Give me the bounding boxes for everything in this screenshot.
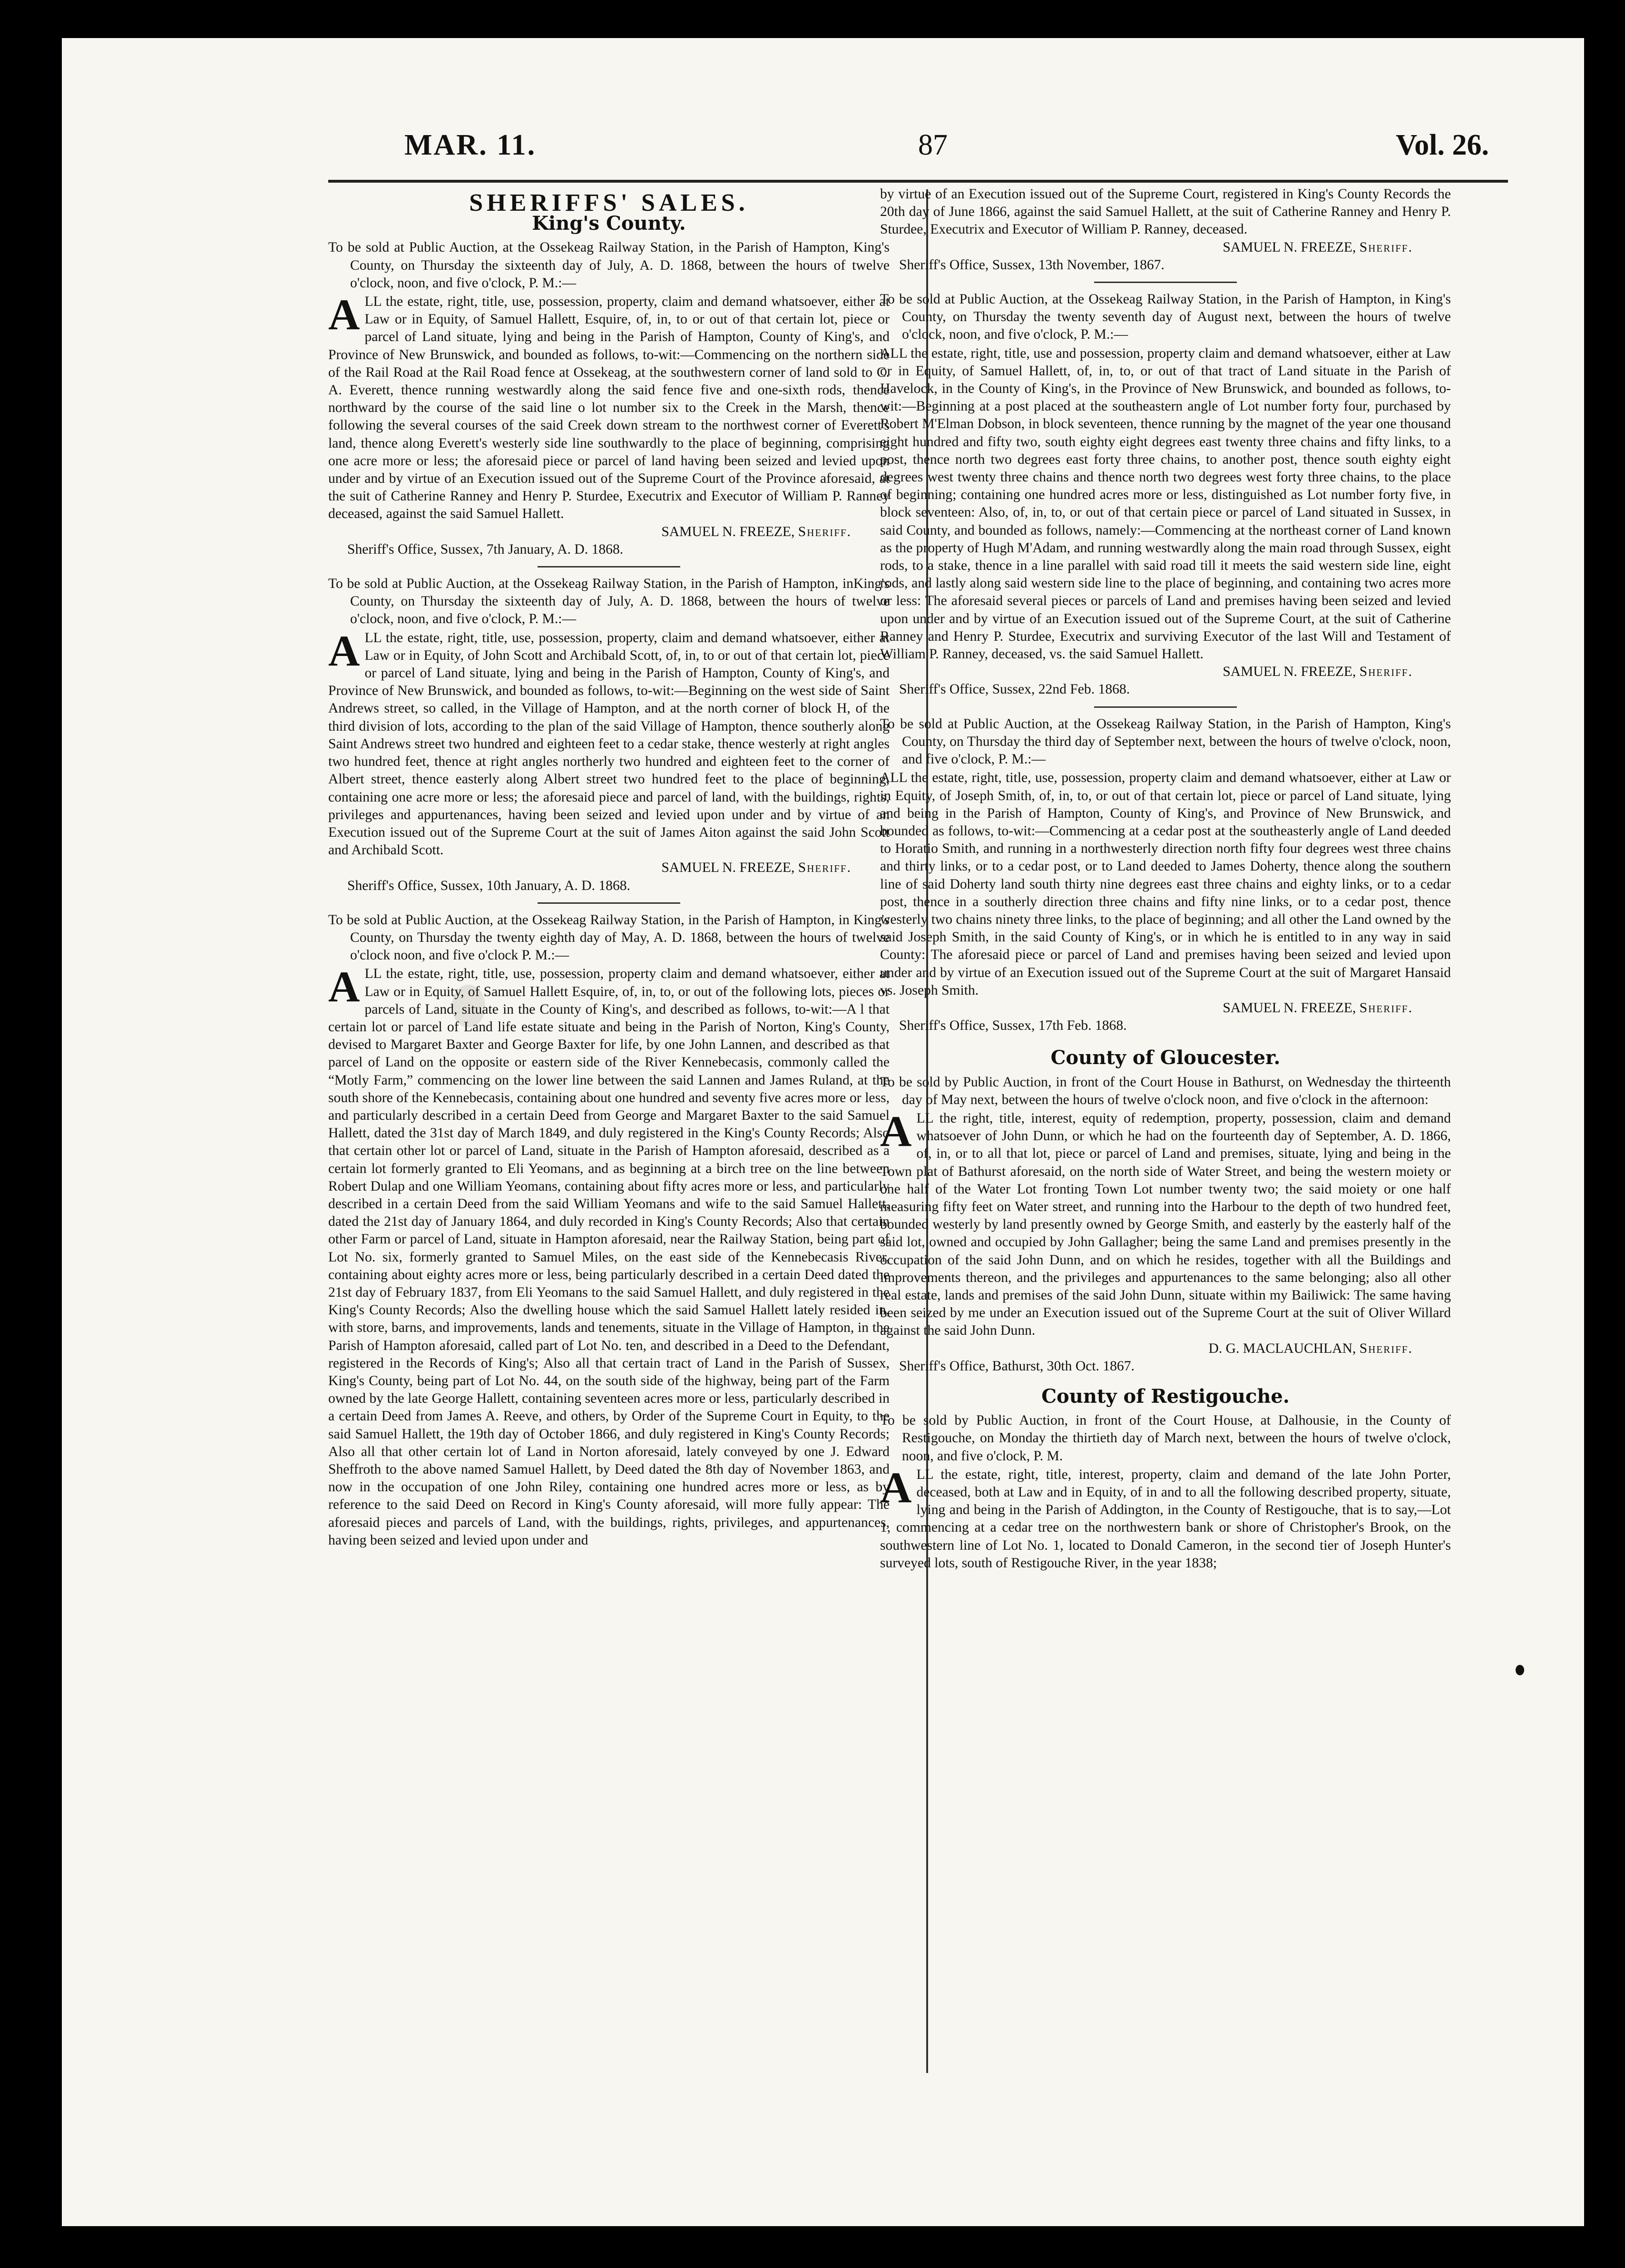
drop-cap: A bbox=[328, 962, 360, 1011]
notice bbox=[328, 575, 890, 895]
page-number: 87 bbox=[918, 129, 948, 161]
notice-body bbox=[880, 1463, 1451, 1572]
sheriff-name: SAMUEL N. FREEZE, bbox=[1223, 1000, 1356, 1016]
county-heading: King's County. bbox=[532, 212, 686, 235]
notice-divider bbox=[538, 902, 680, 904]
sheriff-role: Sheriff. bbox=[1359, 1340, 1413, 1356]
notice-body bbox=[328, 290, 890, 523]
sheriff-name: SAMUEL N. FREEZE, bbox=[661, 860, 795, 876]
sheriff-name: SAMUEL N. FREEZE, bbox=[1223, 664, 1356, 680]
notice bbox=[880, 715, 1451, 1035]
office-date: Sheriff's Office, Sussex, 7th January, A. D. 1868. bbox=[347, 541, 624, 557]
notice-text: LL the estate, right, title, use, possession, property, claim and demand whatsoever, either at Law or in Equity, of Samuel Hallett, Esquire, of, in, to or out of that certain lot, piece or parcel of Land situate, lying and being in the Parish of Hampton, County of King's, and Province of New Brunswick, and bounded as follows, to-wit:—Commencing on the northern side of the Rail Road at the Rail Road fence at Ossekeag, at the southwestern corner of land sold to C. A. Everett, thence running westwardly along the said fence five and one-sixth rods, thence northward by the course of the said line o lot number six to the Creek in the Marsh, thence following the several courses of the said Creek down stream to the northwest corner of Everett's land, thence along Everett's westerly side line southwardly to the place of beginning, comprising one acre more or less; the aforesaid piece or parcel of land having been seized and levied upon under and by virtue of an Execution issued out of the Supreme Court of the Province aforesaid, at the suit of Catherine Ranney and Henry P. Sturdee, Executrix and Executor of William P. Ranney deceased, against the said Samuel Hallett. bbox=[328, 294, 890, 522]
header-rule bbox=[328, 180, 1508, 183]
notice-divider bbox=[1094, 282, 1237, 283]
notice-intro: To be sold at Public Auction, at the Ossekeag Railway Station, in the Parish of Hampton, King's County, on Thursday the sixteenth day of July, A. D. 1868, between the hours of twelve o'clock, noon, and five o'clock, P. M.:— bbox=[328, 240, 890, 291]
notice bbox=[328, 239, 890, 558]
sheriff-signature bbox=[880, 663, 1451, 681]
notice-intro: To be sold by Public Auction, in front of the Court House in Bathurst, on Wednesday the thirteenth day of May next, between the hours of twelve o'clock noon, and five o'clock in the afternoon: bbox=[880, 1074, 1451, 1107]
section-title: SHERIFFS' SALES. bbox=[469, 189, 749, 216]
sheriff-role: Sheriff. bbox=[798, 860, 852, 876]
volume-number: Vol. 26. bbox=[1396, 129, 1489, 161]
notice bbox=[880, 1074, 1451, 1375]
sheriff-signature bbox=[328, 859, 890, 877]
notice bbox=[880, 1412, 1451, 1572]
notice-divider bbox=[1094, 706, 1237, 708]
notice-text: LL the estate, right, title, use, possession, property claim and demand whatsoever, either at Law or in Equity, of Samuel Hallett Esquire, of, in, to, or out of the following lots, pieces or parcels of Land, situate in the County of King's, and described as follows, to-wit:—A l that certain lot or parcel of Land life estate situate and being in the Parish of Norton, King's County, devised to Margaret Baxter and George Baxter for life, by one John Lannen, and described as that parcel of Land on the opposite or eastern side of the River Kennebecasis, commonly called the “Motly Farm,” commencing on the lower line between the said Lannen and James Ruland, at the south shore of the Kennebecasis, containing about one hundred and seventy five acres more or less, and particularly described in a certain Deed from George and Margaret Baxter to the said Samuel Hallett, dated the 31st day of March 1849, and duly registered in the King's County Records; Also that certain other lot or parcel of Land, situate in the Parish of Hampton aforesaid, described as a certain lot formerly granted to Eli Yeomans, and as beginning at a birch tree on the line between Robert Dulap and one William Yeomans, containing about fifty acres more or less, and particularly described in a certain Deed from the said William Yeomans and wife to the said Samuel Hallett, dated the 21st day of January 1864, and duly recorded in King's County Records; Also that certain other Farm or parcel of Land, situate in Hampton aforesaid, near the Railway Station, being part of Lot No. six, formerly granted to Samuel Miles, on the east side of the Kennebecasis River, containing about eighty acres more or less, being particularly described in a certain Deed dated the 21st day of February 1837, from Eli Yeomans to the said Samuel Hallett, and duly registered in the King's County Records; Also the dwelling house which the said Samuel Hallett lately resided in, with store, barns, and improvements, lands and tenements, situate in the Village of Hampton, in the Parish of Hampton aforesaid, called part of Lot No. ten, and described in a Deed to the Defendant, registered in the Records of King's; Also all that certain tract of Land in the Parish of Sussex, King's County, being part of Lot No. 44, on the south side of the highway, being part of the Farm owned by the late George Hallett, containing seventeen acres more or less, particularly described in a certain Deed from James A. Reeve, and others, by Order of the Supreme Court in Equity, to the said Samuel Hallett, the 19th day of October 1866, and duly registered in King's County Records; Also all that other certain lot of Land in Norton aforesaid, lately conveyed by one J. Edward Sheffroth to the above named Samuel Hallett, by Deed dated the 8th day of November 1863, and now in the occupation of one John Riley, containing one hundred acres more or less, as by reference to the said Deed on Record in King's County aforesaid, will more fully appear: The aforesaid pieces and parcels of Land, with the buildings, rights, privileges, and appurtenances, having been seized and levied upon under and bbox=[328, 966, 890, 1548]
notice-intro: To be sold at Public Auction, at the Ossekeag Railway Station, in the Parish of Hampton, King's County, on Thursday the third day of September next, between the hours of twelve o'clock, noon, and five o'clock, P. M.:— bbox=[880, 716, 1451, 767]
sheriff-role: Sheriff. bbox=[1359, 1000, 1413, 1016]
notice-text: ALL the estate, right, title, use and possession, property claim and demand whatsoever, either at Law or in Equity, of Samuel Hallett, of, in, to, or out of that tract of Land situate in the Parish of Havelock, in the County of King's, in the Province of New Brunswick, and bounded as follows, to-wit:—Beginning at a post placed at the southeastern angle of Lot number forty four, purchased by Robert M'Elman Dobson, in block seventeen, thence running by the magnet of the year one thousand eight hundred and fifty two, south eighty eight degrees east twenty three chains and fifty links, to a post, thence north two degrees east forty three chains, to another post, thence south eighty eight degrees west twenty three chains and thence north two degrees west forty three chains, to the place of beginning; containing one hundred acres more or less, distinguished as Lot number forty five, in block seventeen: Also, of, in, to, or out of that certain piece or parcel of Land situated in Sussex, in said County, and bounded as follows, namely:—Commencing at the northeast corner of Land known as the property of Hugh M'Adam, and running westwardly along the main road through Sussex, eight rods, to a stake, thence in a line parallel with said road till it meets the said western side line, eight rods, and lastly along said western side line to the place of beginning, and containing two acres more or less: The aforesaid several pieces or parcels of Land and premises having been seized and levied upon under and by virtue of an Execution issued out of the Supreme Court, at the suit of Catherine Ranney and Henry P. Sturdee, Executrix and surviving Executor of the last Will and Testament of William P. Ranney, deceased, vs. the said Samuel Hallett. bbox=[880, 345, 1451, 662]
notice-text: LL the estate, right, title, interest, property, claim and demand of the late John Porter, deceased, both at Law and in Equity, of in and to all the following described property, situate, lying and being in the Parish of Addington, in the County of Restigouche, that is to say,—Lot 1, commencing at a cedar tree on the northwestern bank or shore of Christopher's Brook, on the southwestern line of Lot No. 1, located to Donald Cameron, in the second tier of Joseph Hunter's surveyed lots, south of Restigouche River, in the year 1838; bbox=[880, 1466, 1451, 1571]
notice-text: LL the estate, right, title, use, possession, property, claim and demand whatsoever, either at Law or in Equity, of John Scott and Archibald Scott, of, in, to or out of that certain lot, piece or parcel of Land situate, lying and being in the Parish of Hampton, County of King's, and Province of New Brunswick, and bounded as follows, to-wit:—Beginning on the west side of Saint Andrews street, so called, in the Village of Hampton, and at the north corner of block H, of the third division of lots, according to the plan of the said Village of Hampton, thence southerly along Saint Andrews street two hundred and eighteen feet to a cedar stake, thence westerly at right angles two hundred feet, thence at right angles northerly two hundred and eighteen feet to the corner of Albert street, thence easterly along Albert street two hundred feet to the place of beginning, containing one acre more or less; the aforesaid piece and parcel of land, with the buildings, rights, privileges and appurtenances, having been seized and levied upon under and by virtue of an Execution issued out of the Supreme Court at the suit of James Aiton against the said John Scott and Archibald Scott. bbox=[328, 630, 890, 858]
notice-body bbox=[328, 626, 890, 860]
sheriff-signature bbox=[880, 1340, 1451, 1358]
office-date: Sheriff's Office, Bathurst, 30th Oct. 1867. bbox=[899, 1358, 1135, 1374]
sheriff-name: D. G. MACLAUCHLAN, bbox=[1208, 1340, 1356, 1356]
office-date: Sheriff's Office, Sussex, 17th Feb. 1868. bbox=[899, 1018, 1127, 1034]
notice-divider bbox=[538, 566, 680, 567]
office-date: Sheriff's Office, Sussex, 22nd Feb. 1868. bbox=[899, 682, 1130, 697]
page-header bbox=[328, 109, 1508, 166]
notice-text: ALL the estate, right, title, use, possession, property claim and demand whatsoever, either at Law or in Equity, of Joseph Smith, of, in, to, or out of that certain lot, piece or parcel of Land situate, lying and being in the Parish of Hampton, County of King's, and Province of New Brunswick, and bounded as follows, to-wit:—Commencing at a cedar post at the southeasterly angle of Land deeded to Horatio Smith, and running in a northwesterly direction north fifty four degrees west three chains and thirty links, or to a cedar post, or to Land deeded to James Doherty, thence along the southern line of said Doherty land south thirty nine degrees east three chains and eighty links, or to a cedar post, thence in a southerly direction three chains and fifty nine links, or to a cedar post, thence westerly two chains ninety three links, to the place of beginning; and all other the Land owned by the said Joseph Smith, in the said County of King's, or in which he is entitled to in any way in said County: The aforesaid piece or parcel of Land and premises having been seized and levied upon under and by virtue of an Execution issued out of the Supreme Court at the suit of Margaret Hansaid vs. Joseph Smith. bbox=[880, 770, 1451, 998]
county-heading: County of Restigouche. bbox=[1041, 1385, 1290, 1408]
drop-cap: A bbox=[328, 290, 360, 339]
drop-cap: A bbox=[880, 1463, 912, 1512]
sheriff-role: Sheriff. bbox=[798, 524, 852, 539]
left-column bbox=[328, 186, 890, 1549]
notice-intro: To be sold at Public Auction, at the Ossekeag Railway Station, in the Parish of Hampton, in King's County, on Thursday the twenty eighth day of May, A. D. 1868, between the hours of twelve o'clock noon, and five o'clock P. M.:— bbox=[328, 912, 890, 963]
notice-intro: To be sold at Public Auction, at the Ossekeag Railway Station, in the Parish of Hampton, in King's County, on Thursday the twenty seventh day of August next, between the hours of twelve o'clock, noon, and five o'clock, P. M.:— bbox=[880, 292, 1451, 342]
sheriff-name: SAMUEL N. FREEZE, bbox=[661, 524, 795, 539]
right-column bbox=[880, 186, 1451, 1572]
notice-body bbox=[880, 1106, 1451, 1340]
notice-text: LL the right, title, interest, equity of redemption, property, possession, claim and demand whatsoever of John Dunn, or which he had on the fourteenth day of September, A. D. 1866, of, in, or to all that lot, piece or parcel of Land and premises, situate, lying and being in the Town plat of Bathurst aforesaid, on the north side of Water Street, and being the western moiety or one half of the Water Lot fronting Town Lot number twenty two; the said moiety or one half measuring fifty feet on Water street, and running into the Harbour to the depth of two hundred feet, bounded westerly by land presently owned by George Smith, and easterly by the easterly half of the said lot, owned and occupied by John Gallagher; being the same Land and premises presently in the occupation of the said John Dunn, and on which he resides, together with all the Buildings and improvements thereon, and the privileges and appurtenances to the same belonging; also all other real estate, lands and premises of the said John Dunn, situate within my Bailiwick: The same having been seized by me under an Execution issued out of the Supreme Court at the suit of Oliver Willard against the said John Dunn. bbox=[880, 1110, 1451, 1339]
sheriff-signature bbox=[880, 239, 1451, 256]
notice-intro: To be sold by Public Auction, in front of the Court House, at Dalhousie, in the County of Restigouche, on Monday the thirtieth day of March next, between the hours of twelve o'clock, noon, and five o'clock, P. M. bbox=[880, 1413, 1451, 1464]
sheriff-signature bbox=[328, 523, 890, 541]
sheriff-role: Sheriff. bbox=[1359, 239, 1413, 255]
sheriff-role: Sheriff. bbox=[1359, 664, 1413, 680]
margin-mark bbox=[1516, 1665, 1524, 1675]
continued-notice-text: by virtue of an Execution issued out of the Supreme Court, registered in King's County Records the 20th day of June 1866, against the said Samuel Hallett, at the suit of Catherine Ranney and Henry P. Sturdee, Executrix and Executor of William P. Ranney, deceased. bbox=[880, 186, 1451, 237]
drop-cap: A bbox=[328, 626, 360, 675]
sheriff-name: SAMUEL N. FREEZE, bbox=[1223, 239, 1356, 255]
issue-date: MAR. 11. bbox=[404, 129, 537, 161]
drop-cap: A bbox=[880, 1106, 912, 1155]
county-heading: County of Gloucester. bbox=[1050, 1046, 1281, 1069]
sheriff-signature bbox=[880, 999, 1451, 1017]
notice-intro: To be sold at Public Auction, at the Ossekeag Railway Station, in the Parish of Hampton, inKing's County, on Thursday the sixteenth day of July, A. D. 1868, between the hours of twelve o'clock, noon, and five o'clock, P. M.:— bbox=[328, 576, 890, 627]
office-date: Sheriff's Office, Sussex, 10th January, A. D. 1868. bbox=[347, 878, 630, 893]
notice bbox=[328, 911, 890, 1549]
office-date: Sheriff's Office, Sussex, 13th November, 1867. bbox=[899, 257, 1165, 273]
notice bbox=[880, 291, 1451, 699]
notice-body bbox=[328, 962, 890, 1549]
newspaper-page bbox=[62, 38, 1584, 2226]
